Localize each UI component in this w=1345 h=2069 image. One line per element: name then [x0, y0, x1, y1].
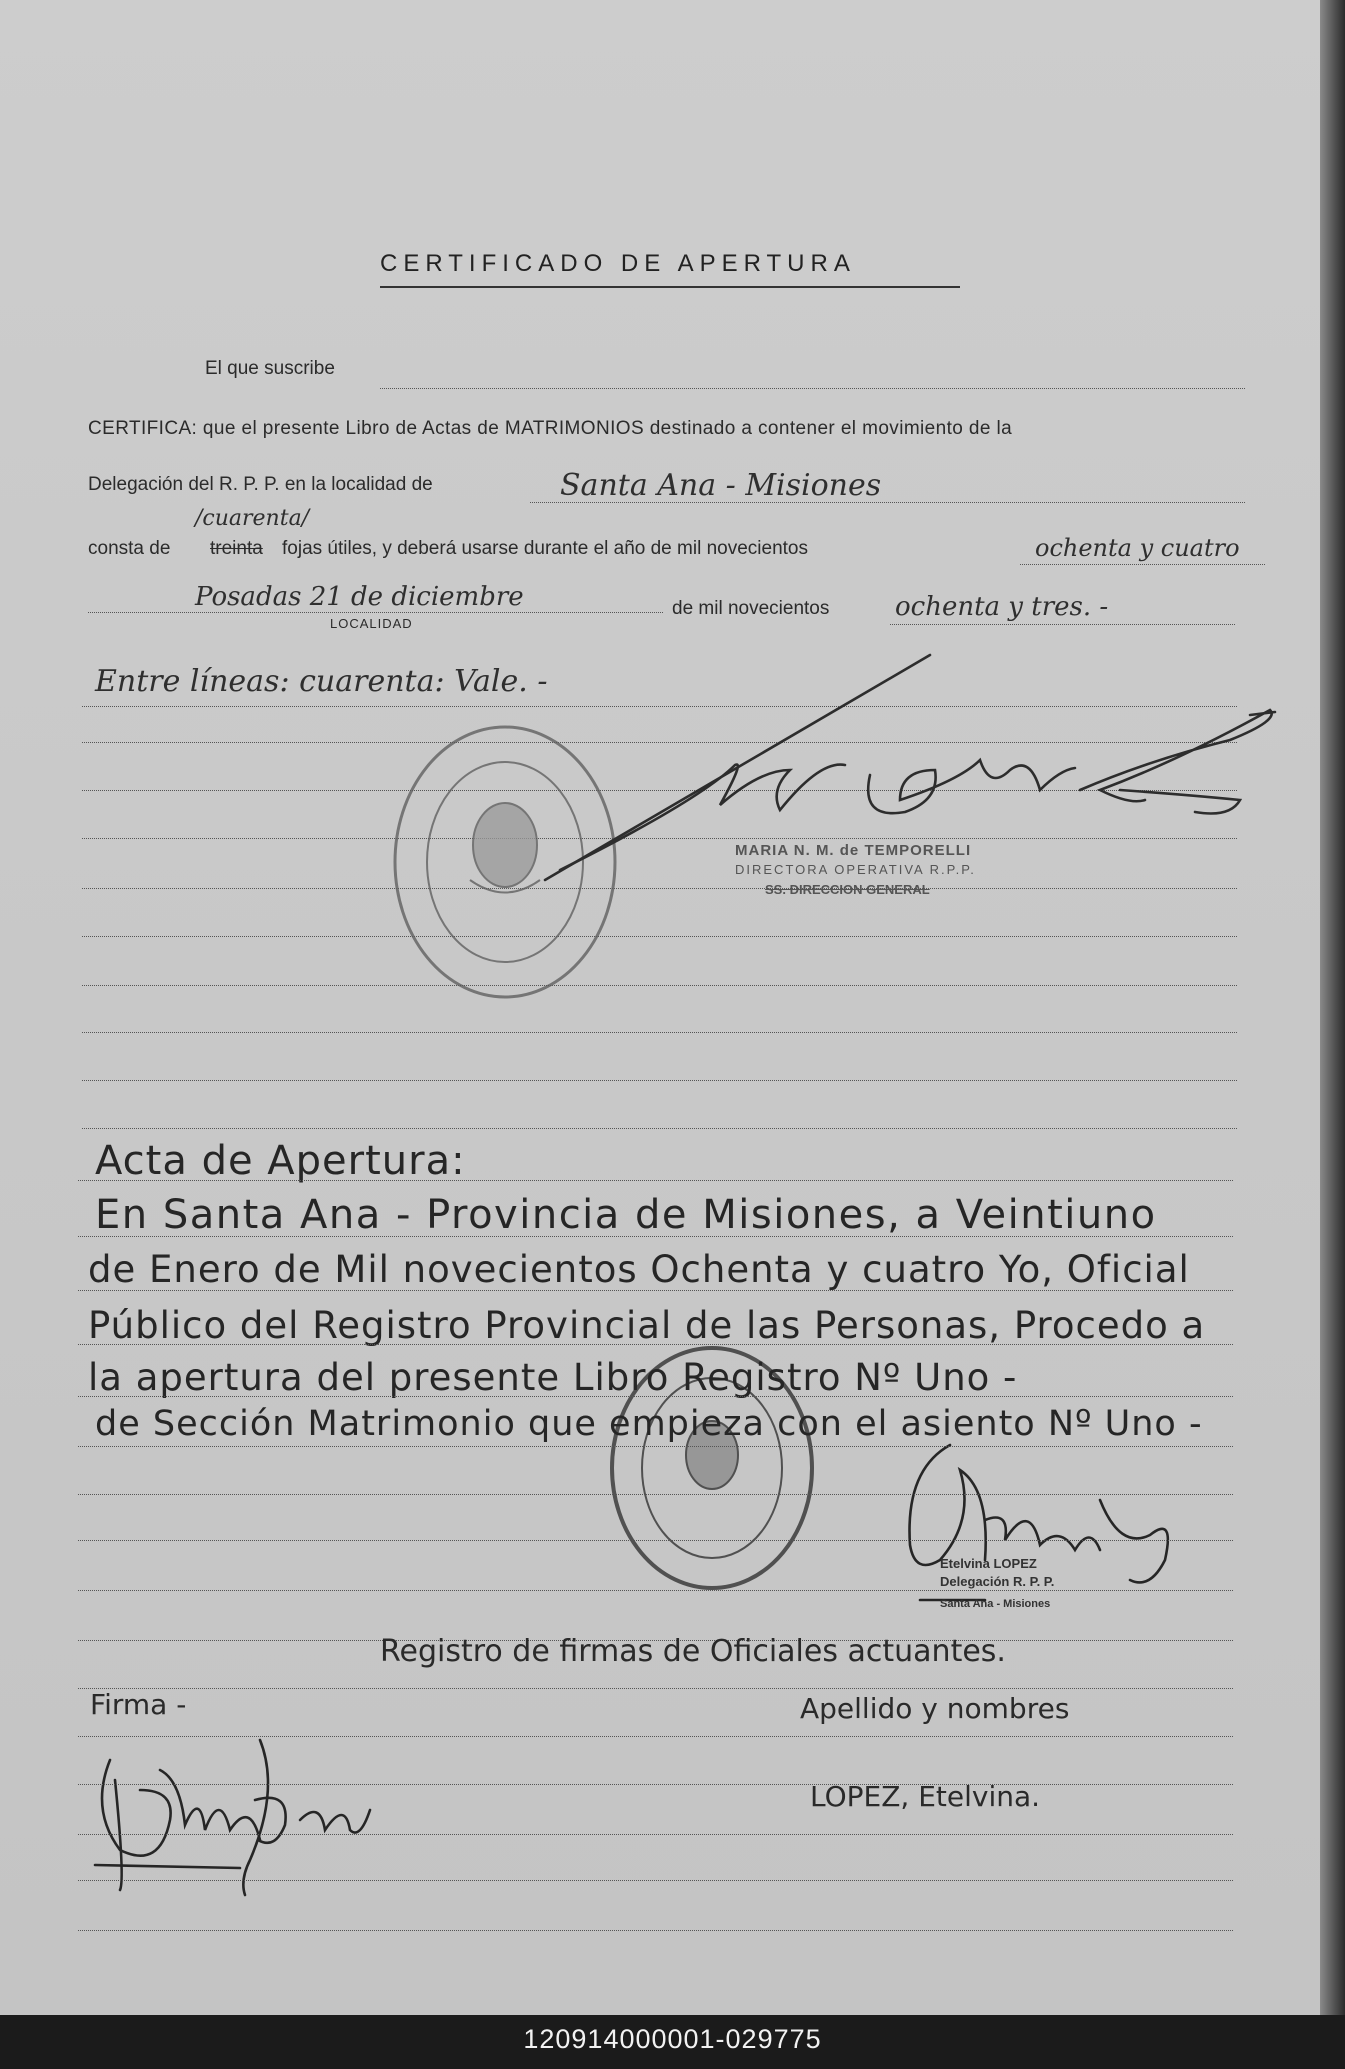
mil-label: de mil novecientos [672, 598, 830, 619]
acta-heading: Acta de Apertura: [95, 1138, 466, 1184]
ruled-line [78, 1736, 1233, 1737]
year-handwritten: ochenta y cuatro [1035, 534, 1240, 562]
ruled-line [78, 1880, 1233, 1881]
ruled-line [78, 1396, 1233, 1397]
ruled-line [78, 1834, 1233, 1835]
ruled-line [78, 1540, 1233, 1541]
director-stamp-name: MARIA N. M. de TEMPORELLI [735, 842, 972, 859]
acta-line-3: Público del Registro Provincial de las Personas, Procedo a [88, 1304, 1206, 1347]
fojas-text: fojas útiles, y deberá usarse durante el año de mil novecientos [282, 538, 808, 559]
delegacion-label: Delegación del R. P. P. en la localidad de [88, 474, 433, 495]
interlinear-correction: /cuarenta/ [195, 506, 310, 531]
subscriber-label: El que suscribe [205, 358, 335, 379]
ruled-line [78, 1930, 1233, 1931]
ruled-line [78, 1688, 1233, 1689]
entre-lineas-handwritten: Entre líneas: cuarenta: Vale. - [95, 664, 548, 699]
acta-line-5: de Sección Matrimonio que empieza con el asiento Nº Uno - [95, 1404, 1203, 1444]
firma-signature [95, 1740, 370, 1895]
official-stamp-office: Delegación R. P. P. [940, 1574, 1055, 1589]
ruled-line [78, 1290, 1233, 1291]
localidad-caption: LOCALIDAD [330, 616, 413, 631]
year2-handwritten: ochenta y tres. - [895, 592, 1109, 622]
acta-line-2: de Enero de Mil novecientos Ochenta y cuatro Yo, Oficial [88, 1248, 1190, 1291]
official-name: LOPEZ, Etelvina. [810, 1780, 1041, 1813]
document-id: 120914000001-029775 [523, 2024, 822, 2054]
apellido-label: Apellido y nombres [800, 1692, 1070, 1725]
ruled-line [78, 1180, 1233, 1181]
director-stamp-role: DIRECTORA OPERATIVA R.P.P. [735, 862, 976, 877]
ruled-line [78, 1236, 1233, 1237]
ruled-line [78, 1344, 1233, 1345]
ruled-line [78, 1590, 1233, 1591]
registro-heading: Registro de firmas de Oficiales actuantes. [380, 1634, 1006, 1669]
acta-line-1: En Santa Ana - Provincia de Misiones, a Veintiuno [95, 1192, 1157, 1238]
director-stamp-office: SS. DIRECCION GENERAL [765, 882, 930, 897]
localidad-handwritten: Santa Ana - Misiones [560, 468, 882, 503]
firma-label: Firma - [90, 1688, 187, 1721]
place-date-handwritten: Posadas 21 de diciembre [195, 582, 524, 612]
ruled-line [78, 1446, 1233, 1447]
official-stamp-name: Etelvina LOPEZ [940, 1556, 1037, 1571]
struck-word: treinta [210, 538, 263, 559]
provincial-registry-seal-1 [395, 727, 615, 997]
certificate-title: CERTIFICADO DE APERTURA [380, 250, 856, 277]
acta-line-4: la apertura del presente Libro Registro Nº Uno - [88, 1356, 1018, 1399]
certifica-line: CERTIFICA: que el presente Libro de Actas de MATRIMONIOS destinado a contener el movimiento de la [88, 418, 1013, 439]
ruled-line [78, 1494, 1233, 1495]
official-stamp-place: Santa Ana - Misiones [940, 1598, 1051, 1610]
consta-label: consta de [88, 538, 171, 559]
ruled-line [78, 1784, 1233, 1785]
